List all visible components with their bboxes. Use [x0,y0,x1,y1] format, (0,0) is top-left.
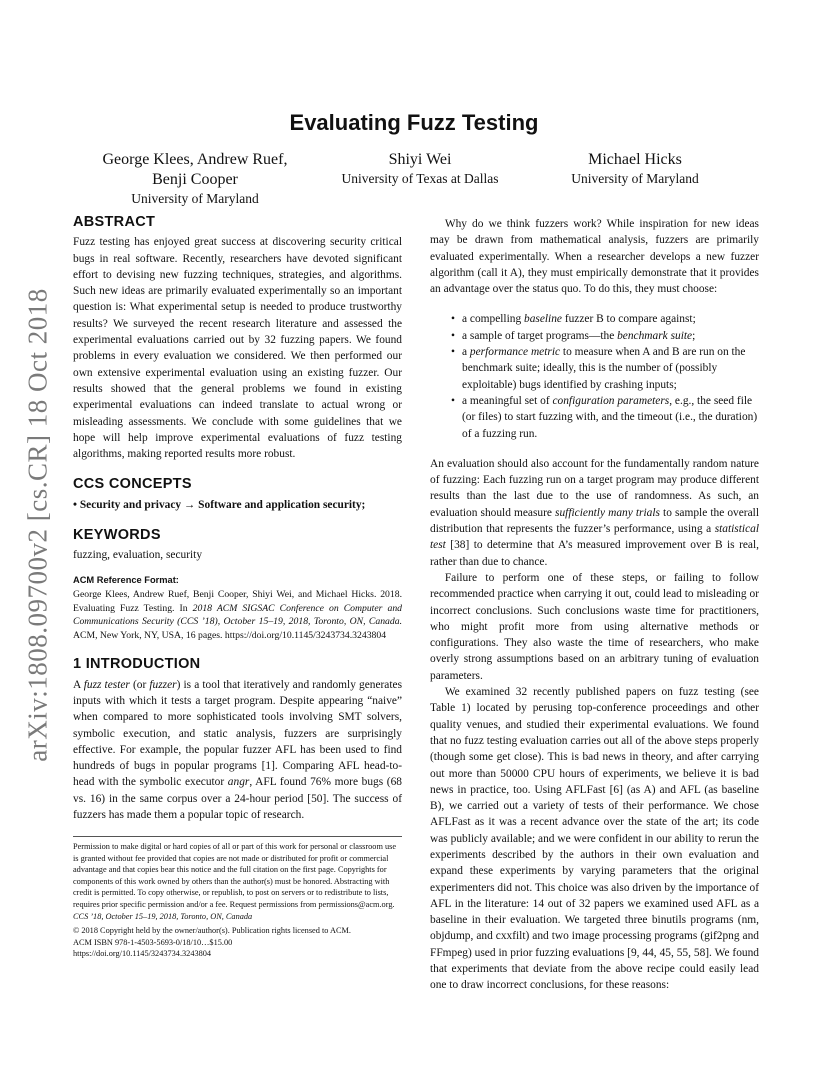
author-names-cont: Benji Cooper [152,171,238,188]
survey-paragraph: We examined 32 recently published papers on fuzz testing (see Table 1) located by perusing top-conference proceedings and other quality venues, and studied their experimental evaluations. We found that no fuzz testing evaluation carries out all of the above steps properly (though some get close). This is bad news in theory, and after carrying out more than 50000 CPU hours of experiments, we believe it is bad news in practice, too. Using AFLFast [6] (as A) and AFL (as baseline B), we carried out a variety of tests of their performance. We chose AFLFast as it was a recent advance over the state of the art; its code was publicly available; and we were confident in our ability to rerun the experiments described by the authors in their own evaluation and expand these experiments by varying parameters that the original experimenters did not. This choice was also driven by the importance of AFL in the literature: 14 out of 32 papers we examined used AFL as a baseline in their evaluation. We targeted three binutils programs (nm, objdump, and cxxfilt) and two image processing programs (gif2png and FFmpeg) used in prior fuzzing evaluations [9, 44, 45, 55, 58]. We found that experiments that deviate from the above recipe could easily lead one to draw incorrect conclusions, for these reasons: [430,686,759,992]
right-column [430,216,759,994]
failure-paragraph: Failure to perform one of these steps, or failing to follow recommended practice when carrying it out, could lead to misleading or incorrect conclusions. Such conclusions waste time for practitioners, who might profit more from using alternative methods or configurations. They also waste the time of researchers, who make overly strong assumptions based on an arbitrary tuning of evaluation parameters. [430,571,759,682]
isbn-line: ACM ISBN 978-1-4503-5693-0/18/10…$15.00 [73,937,233,947]
reference-format-text [73,588,402,642]
doi-line: https://doi.org/10.1145/3243734.3243804 [73,949,212,959]
author-names: Michael Hicks [588,151,682,168]
randomness-paragraph: An evaluation should also account for the fundamentally random nature of fuzzing: Each fuzzing run on a target program may produce different results than the last due to the use of randomness. As such, an evaluation should measure sufficiently many trials to sample the overall distribution that represents the fuzzer’s performance, using a statistical test [38] to determine that A’s measured improvement over B is real, rather than due to chance. [430,457,759,568]
arxiv-identifier: arXiv:1808.09700v2 [cs.CR] 18 Oct 2018 [22,288,53,762]
author-affiliation: University of Maryland [571,171,699,186]
keywords-heading: KEYWORDS [73,527,161,544]
abstract-text: Fuzz testing has enjoyed great success at discovering security critical bugs in real software. Recently, researchers have devoted significant effort to devising new fuzzing techniques, strategies, and algorithms. Such new ideas are primarily evaluated experimentally so an important question is: What experimental setup is needed to produce trustworthy results? We surveyed the recent research literature and assessed the experimental evaluations carried out by 32 fuzzing papers. We found problems in every evaluation we considered. We then performed our own extensive experimental evaluation using an existing fuzzer. Our results showed that the general problems we found in existing experimental evaluations can indeed translate to actual wrong or misleading assessments. We conclude with some guidelines that we hope will help improve experimental evaluations of fuzz testing algorithms, making reported results more robust. [73,236,402,461]
motivation-paragraph: Why do we think fuzzers work? While inspiration for new ideas may be drawn from mathematical analysis, fuzzers are primarily evaluated experimentally. When a researcher develops a new fuzzer algorithm (call it A), they must empirically demonstrate that it provides an advantage over the status quo. To do this, they must choose: [430,218,759,296]
reference-authors: George Klees, Andrew Ruef, Benji Cooper, Shiyi Wei, and Michael Hicks. 2018. Evaluating Fuzz Testing. In [73,588,402,614]
venue-note: CCS ’18, October 15–19, 2018, Toronto, ON, Canada [73,911,253,921]
arxiv-side-label [18,290,58,760]
reference-publisher: ACM, New York, NY, USA, 16 pages. https://doi.org/10.1145/3243734.3243804 [73,629,387,641]
introduction-heading: 1 INTRODUCTION [73,656,201,673]
list-item: • a performance metric to measure when A and B are run on the benchmark suite; ideally, this is the number of (possibly exploitable) bugs identified by crashing inputs; [451,346,746,391]
author-block-3 [530,150,740,188]
permission-notice: Permission to make digital or hard copies of all or part of this work for personal or classroom use is granted without fee provided that copies are not made or distributed for profit or commercial advantage and that copies bear this notice and the full citation on the first page. Copyrights for components of this work owned by others than the author(s) must be honored. Abstracting with credit is permitted. To copy otherwise, or republish, to post on servers or to redistribute to lists, requires prior specific permission and/or a fee. Request permissions from permissions@acm.org. [73,842,397,909]
reference-format-label: ACM Reference Format: [73,574,179,585]
list-item: • a compelling baseline fuzzer B to compare against; [451,313,696,326]
author-names: George Klees, Andrew Ruef, [102,151,288,168]
left-column [73,214,402,823]
ccs-heading: CCS CONCEPTS [73,476,192,493]
keywords-text: fuzzing, evaluation, security [73,549,203,562]
author-affiliation: University of Texas at Dallas [341,171,499,186]
author-block-2 [320,150,520,188]
author-names: Shiyi Wei [388,151,452,168]
author-affiliation: University of Maryland [131,191,259,206]
reference-venue: 2018 ACM SIGSAC Conference on Computer and Communications Security (CCS ’18), October 15–19, 2018, Toronto, ON, Canada. [73,602,403,628]
list-item: • a sample of target programs—the benchmark suite; [451,329,696,342]
list-item: • a meaningful set of configuration parameters, e.g., the seed file (or files) to start fuzzing with, and the timeout (i.e., the duration) of a fuzzing run. [451,394,758,440]
ccs-text: • Security and privacy → Software and application security; [73,498,366,511]
copyright-line: © 2018 Copyright held by the owner/author(s). Publication rights licensed to ACM. [73,926,351,936]
copyright-footnote [73,836,402,960]
paper-title: Evaluating Fuzz Testing [289,110,539,135]
abstract-heading: ABSTRACT [73,214,156,230]
author-block-1 [70,150,320,208]
evaluation-steps-list [430,311,759,441]
introduction-paragraph: A fuzz tester (or fuzzer) is a tool that iteratively and randomly generates inputs with which it tests a target program. Despite appearing “naive” when compared to more sophisticated tools involving SMT solvers, symbolic execution, and static analysis, fuzzers are surprisingly effective. For example, the popular fuzzer AFL has been used to find hundreds of bugs in popular programs [1]. Comparing AFL head-to-head with the symbolic executor angr, AFL found 76% more bugs (68 vs. 16) in the same corpus over a 24-hour period [50]. The success of fuzzers has made them a popular topic of research. [73,678,403,821]
